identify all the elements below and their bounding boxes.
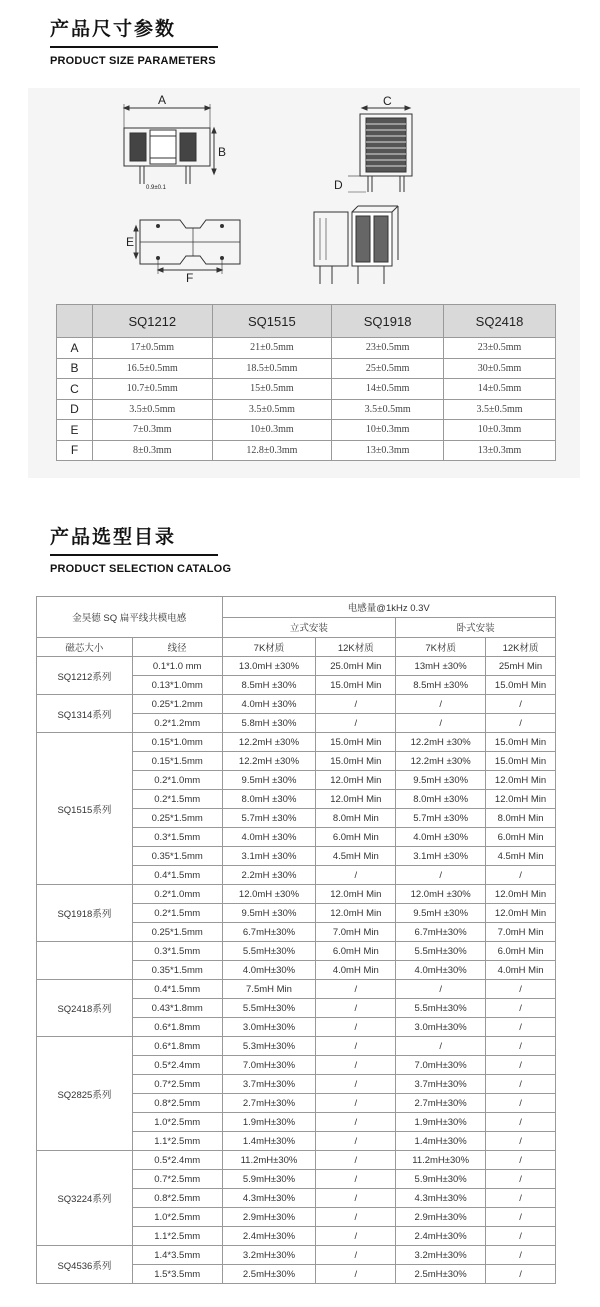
wire-size-cell: 0.2*1.5mm	[132, 790, 222, 809]
wire-size-cell: 0.3*1.5mm	[132, 942, 222, 961]
inductance-cell: 3.0mH±30%	[222, 1018, 316, 1037]
inductance-cell: 9.5mH ±30%	[222, 771, 316, 790]
label-f: F	[186, 271, 194, 285]
inductance-cell: 3.1mH ±30%	[222, 847, 316, 866]
inductance-cell: 3.7mH±30%	[396, 1075, 486, 1094]
inductance-cell: 7.0mH±30%	[222, 1056, 316, 1075]
series-name-cell	[37, 942, 133, 980]
material-12k-header: 12K材质	[316, 638, 396, 657]
size-section-title: 产品尺寸参数	[50, 18, 177, 40]
table-row	[57, 358, 556, 379]
row-label: B	[57, 358, 93, 379]
inductance-cell: /	[316, 1094, 396, 1113]
inductance-cell: 4.3mH±30%	[396, 1189, 486, 1208]
wire-size-cell: 0.13*1.0mm	[132, 676, 222, 695]
inductance-cell: 12.2mH ±30%	[396, 733, 486, 752]
inductance-cell: 15.0mH Min	[316, 752, 396, 771]
inductance-cell: 6.0mH Min	[316, 828, 396, 847]
table-row	[37, 1037, 556, 1056]
wire-size-cell: 0.43*1.8mm	[132, 999, 222, 1018]
bottom-view-drawing	[134, 220, 240, 274]
wire-size-cell: 0.6*1.8mm	[132, 1037, 222, 1056]
inductance-cell: 13mH ±30%	[396, 657, 486, 676]
inductance-cell: 8.0mH ±30%	[222, 790, 316, 809]
inductance-cell: 4.0mH Min	[486, 961, 556, 980]
inductance-cell: 3.2mH±30%	[396, 1246, 486, 1265]
inductance-cell: /	[486, 866, 556, 885]
table-row	[57, 420, 556, 441]
pin-note: 0.9±0.1	[146, 185, 166, 191]
table-cell: 16.5±0.5mm	[93, 358, 213, 379]
inductance-cell: /	[396, 866, 486, 885]
dimension-drawings	[0, 0, 600, 310]
table-row	[37, 1246, 556, 1265]
title-underline	[50, 554, 218, 556]
table-cell: 10.7±0.5mm	[93, 379, 213, 400]
inductance-cell: 13.0mH ±30%	[222, 657, 316, 676]
inductance-cell: 5.3mH±30%	[222, 1037, 316, 1056]
catalog-section-header	[50, 522, 231, 575]
inductance-cell: 1.9mH±30%	[222, 1113, 316, 1132]
core-size-header: 磁芯大小	[37, 638, 133, 657]
horizontal-mount-header: 卧式安装	[396, 617, 556, 638]
inductance-cell: /	[486, 1246, 556, 1265]
size-section-subtitle: PRODUCT SIZE PARAMETERS	[50, 55, 216, 67]
inductance-cell: /	[316, 1208, 396, 1227]
wire-size-cell: 0.15*1.5mm	[132, 752, 222, 771]
catalog-section-title: 产品选型目录	[50, 526, 177, 548]
inductance-cell: /	[486, 1227, 556, 1246]
inductance-cell: 12.0mH Min	[486, 904, 556, 923]
inductance-cell: 3.2mH±30%	[222, 1246, 316, 1265]
inductance-cell: 5.9mH±30%	[396, 1170, 486, 1189]
series-name-cell: SQ3224系列	[37, 1151, 133, 1246]
wire-size-cell: 0.7*2.5mm	[132, 1170, 222, 1189]
table-cell: 10±0.3mm	[212, 420, 332, 441]
inductance-cell: 12.2mH ±30%	[222, 733, 316, 752]
front-view-drawing	[124, 104, 216, 184]
inductance-cell: /	[316, 1132, 396, 1151]
inductance-cell: /	[316, 1265, 396, 1284]
inductance-cell: /	[316, 1170, 396, 1189]
inductance-cell: 12.2mH ±30%	[396, 752, 486, 771]
table-row	[37, 980, 556, 999]
inductance-cell: /	[316, 714, 396, 733]
inductance-cell: 4.0mH±30%	[396, 961, 486, 980]
inductance-cell: /	[486, 1151, 556, 1170]
corner-cell	[57, 305, 93, 338]
row-label: C	[57, 379, 93, 400]
wire-size-cell: 0.25*1.5mm	[132, 809, 222, 828]
inductance-cell: 2.9mH±30%	[222, 1208, 316, 1227]
inductance-cell: /	[316, 1037, 396, 1056]
inductance-cell: 3.0mH±30%	[396, 1018, 486, 1037]
inductance-cell: /	[316, 1246, 396, 1265]
inductance-cell: 5.5mH±30%	[222, 999, 316, 1018]
series-name-cell: SQ2418系列	[37, 980, 133, 1037]
wire-size-cell: 1.1*2.5mm	[132, 1227, 222, 1246]
series-name-cell: SQ1918系列	[37, 885, 133, 942]
wire-size-cell: 1.0*2.5mm	[132, 1208, 222, 1227]
label-a: A	[158, 93, 167, 107]
table-row	[37, 695, 556, 714]
label-e: E	[126, 235, 135, 249]
inductance-cell: 7.0mH Min	[486, 923, 556, 942]
series-name-cell: SQ1212系列	[37, 657, 133, 695]
inductance-cell: 4.0mH ±30%	[222, 828, 316, 847]
inductance-cell: 6.7mH±30%	[396, 923, 486, 942]
wire-size-cell: 0.35*1.5mm	[132, 847, 222, 866]
inductance-cell: /	[316, 1113, 396, 1132]
inductance-cell: 12.0mH ±30%	[222, 885, 316, 904]
inductance-cell: 1.4mH±30%	[396, 1132, 486, 1151]
table-cell: 3.5±0.5mm	[212, 399, 332, 420]
row-label: D	[57, 399, 93, 420]
inductance-cell: 4.0mH±30%	[222, 961, 316, 980]
table-cell: 12.8±0.3mm	[212, 440, 332, 461]
inductance-cell: /	[486, 999, 556, 1018]
inductance-cell: 5.9mH±30%	[222, 1170, 316, 1189]
inductance-cell: 6.0mH Min	[486, 942, 556, 961]
inductance-cell: 11.2mH±30%	[396, 1151, 486, 1170]
inductance-cell: /	[486, 1113, 556, 1132]
inductance-cell: 4.5mH Min	[486, 847, 556, 866]
table-cell: 3.5±0.5mm	[332, 399, 444, 420]
inductance-cell: /	[486, 1208, 556, 1227]
inductance-cell: 3.1mH ±30%	[396, 847, 486, 866]
inductance-cell: 2.4mH±30%	[222, 1227, 316, 1246]
header-cell: SQ2418	[444, 305, 556, 338]
inductance-cell: /	[396, 714, 486, 733]
inductance-cell: 9.5mH ±30%	[222, 904, 316, 923]
inductance-cell: /	[316, 980, 396, 999]
wire-size-cell: 1.0*2.5mm	[132, 1113, 222, 1132]
wire-size-cell: 0.2*1.2mm	[132, 714, 222, 733]
inductance-cell: 2.5mH±30%	[396, 1265, 486, 1284]
inductance-cell: 5.7mH ±30%	[222, 809, 316, 828]
material-7k-header: 7K材质	[222, 638, 316, 657]
inductance-cell: /	[486, 980, 556, 999]
inductance-cell: 6.0mH Min	[486, 828, 556, 847]
inductance-cell: 12.0mH Min	[486, 790, 556, 809]
inductance-cell: /	[486, 1037, 556, 1056]
inductance-cell: 1.9mH±30%	[396, 1113, 486, 1132]
header-cell: SQ1918	[332, 305, 444, 338]
table-cell: 10±0.3mm	[444, 420, 556, 441]
wire-size-cell: 0.3*1.5mm	[132, 828, 222, 847]
table-cell: 21±0.5mm	[212, 338, 332, 359]
row-label: A	[57, 338, 93, 359]
label-b: B	[218, 145, 227, 159]
wire-size-cell: 0.4*1.5mm	[132, 866, 222, 885]
inductance-cell: 5.7mH ±30%	[396, 809, 486, 828]
table-row	[37, 942, 556, 961]
table-cell: 3.5±0.5mm	[93, 399, 213, 420]
inductance-cell: 12.0mH Min	[486, 885, 556, 904]
inductance-cell: 12.0mH Min	[316, 885, 396, 904]
inductance-cell: 15.0mH Min	[316, 733, 396, 752]
vertical-mount-header: 立式安装	[222, 617, 396, 638]
inductance-cell: /	[316, 1227, 396, 1246]
material-7k-header: 7K材质	[396, 638, 486, 657]
inductance-cell: 8.0mH Min	[316, 809, 396, 828]
catalog-section-subtitle: PRODUCT SELECTION CATALOG	[50, 563, 232, 575]
inductance-cell: 9.5mH ±30%	[396, 904, 486, 923]
table-cell: 8±0.3mm	[93, 440, 213, 461]
dimensions-table	[56, 304, 556, 461]
inductance-cell: /	[486, 1132, 556, 1151]
table-row	[57, 440, 556, 461]
wire-size-cell: 1.5*3.5mm	[132, 1265, 222, 1284]
table-cell: 14±0.5mm	[444, 379, 556, 400]
inductance-cell: 7.0mH Min	[316, 923, 396, 942]
table-row	[57, 338, 556, 359]
inductance-cell: 2.5mH±30%	[222, 1265, 316, 1284]
inductance-cell: 7.0mH±30%	[396, 1056, 486, 1075]
inductance-cell: 5.5mH±30%	[396, 942, 486, 961]
inductance-cell: /	[316, 695, 396, 714]
wire-size-cell: 0.7*2.5mm	[132, 1075, 222, 1094]
inductance-cell: /	[316, 1018, 396, 1037]
inductance-cell: 12.0mH Min	[486, 771, 556, 790]
inductance-cell: 15.0mH Min	[316, 676, 396, 695]
wire-size-cell: 1.1*2.5mm	[132, 1132, 222, 1151]
inductance-cell: /	[486, 1018, 556, 1037]
table-cell: 15±0.5mm	[212, 379, 332, 400]
perspective-view-drawing	[314, 206, 398, 284]
material-12k-header: 12K材质	[486, 638, 556, 657]
inductance-cell: 11.2mH±30%	[222, 1151, 316, 1170]
inductance-cell: /	[396, 695, 486, 714]
inductance-cell: /	[486, 1075, 556, 1094]
inductance-cell: 12.0mH ±30%	[396, 885, 486, 904]
wire-size-cell: 0.15*1.0mm	[132, 733, 222, 752]
table-cell: 17±0.5mm	[93, 338, 213, 359]
inductance-cell: /	[486, 714, 556, 733]
inductance-cell: 4.5mH Min	[316, 847, 396, 866]
inductance-cell: 4.3mH±30%	[222, 1189, 316, 1208]
wire-size-cell: 0.8*2.5mm	[132, 1094, 222, 1113]
table-row	[57, 379, 556, 400]
inductance-cell: 8.0mH Min	[486, 809, 556, 828]
wire-size-cell: 0.1*1.0 mm	[132, 657, 222, 676]
inductance-cell: /	[396, 980, 486, 999]
table-cell: 10±0.3mm	[332, 420, 444, 441]
inductance-cell: 6.7mH±30%	[222, 923, 316, 942]
wire-size-cell: 0.5*2.4mm	[132, 1151, 222, 1170]
table-row	[37, 1151, 556, 1170]
wire-size-cell: 1.4*3.5mm	[132, 1246, 222, 1265]
catalog-header-row	[37, 638, 556, 657]
inductance-cell: 2.9mH±30%	[396, 1208, 486, 1227]
inductance-cell: /	[316, 1056, 396, 1075]
inductance-cell: 4.0mH ±30%	[222, 695, 316, 714]
wire-size-cell: 0.8*2.5mm	[132, 1189, 222, 1208]
wire-size-cell: 0.2*1.5mm	[132, 904, 222, 923]
inductance-cell: 4.0mH ±30%	[396, 828, 486, 847]
wire-size-cell: 0.2*1.0mm	[132, 885, 222, 904]
inductance-cell: 8.0mH ±30%	[396, 790, 486, 809]
side-view-drawing	[348, 106, 412, 192]
label-d: D	[334, 178, 343, 192]
table-cell: 14±0.5mm	[332, 379, 444, 400]
table-cell: 30±0.5mm	[444, 358, 556, 379]
wire-size-cell: 0.25*1.5mm	[132, 923, 222, 942]
wire-size-header: 线径	[132, 638, 222, 657]
inductance-cell: 3.7mH±30%	[222, 1075, 316, 1094]
table-header-row	[57, 305, 556, 338]
inductance-cell: 12.0mH Min	[316, 790, 396, 809]
inductance-cell: /	[486, 1265, 556, 1284]
inductance-cell: 2.7mH±30%	[222, 1094, 316, 1113]
inductance-cell: 2.4mH±30%	[396, 1227, 486, 1246]
inductance-cell: /	[316, 866, 396, 885]
table-cell: 7±0.3mm	[93, 420, 213, 441]
inductance-cell: 5.5mH±30%	[222, 942, 316, 961]
row-label: E	[57, 420, 93, 441]
inductance-cell: 25mH Min	[486, 657, 556, 676]
inductance-cell: /	[316, 1075, 396, 1094]
inductance-cell: 15.0mH Min	[486, 752, 556, 771]
inductance-cell: 12.0mH Min	[316, 904, 396, 923]
inductance-cell: /	[316, 999, 396, 1018]
inductance-cell: 12.2mH ±30%	[222, 752, 316, 771]
inductance-cell: 8.5mH ±30%	[396, 676, 486, 695]
table-cell: 23±0.5mm	[444, 338, 556, 359]
wire-size-cell: 0.4*1.5mm	[132, 980, 222, 999]
wire-size-cell: 0.2*1.0mm	[132, 771, 222, 790]
inductance-cell: 25.0mH Min	[316, 657, 396, 676]
inductance-cell: 5.5mH±30%	[396, 999, 486, 1018]
table-cell: 13±0.3mm	[444, 440, 556, 461]
inductance-cell: 15.0mH Min	[486, 733, 556, 752]
table-row	[37, 885, 556, 904]
header-cell: SQ1212	[93, 305, 213, 338]
header-cell: SQ1515	[212, 305, 332, 338]
series-name-cell: SQ4536系列	[37, 1246, 133, 1284]
inductance-cell: /	[486, 1189, 556, 1208]
inductance-cell: /	[486, 1170, 556, 1189]
inductance-cell: 5.8mH ±30%	[222, 714, 316, 733]
inductance-cell: /	[486, 1056, 556, 1075]
series-name-cell: SQ2825系列	[37, 1037, 133, 1151]
inductance-cell: /	[486, 1094, 556, 1113]
inductance-cell: 15.0mH Min	[486, 676, 556, 695]
catalog-header-row	[37, 597, 556, 618]
table-cell: 18.5±0.5mm	[212, 358, 332, 379]
table-cell: 13±0.3mm	[332, 440, 444, 461]
wire-size-cell: 0.6*1.8mm	[132, 1018, 222, 1037]
inductance-cell: /	[486, 695, 556, 714]
inductance-cell: 8.5mH ±30%	[222, 676, 316, 695]
table-cell: 23±0.5mm	[332, 338, 444, 359]
table-row	[37, 657, 556, 676]
series-name-cell: SQ1515系列	[37, 733, 133, 885]
table-row	[37, 733, 556, 752]
table-cell: 25±0.5mm	[332, 358, 444, 379]
inductance-cell: 7.5mH Min	[222, 980, 316, 999]
inductance-cell: 6.0mH Min	[316, 942, 396, 961]
inductance-cell: 9.5mH ±30%	[396, 771, 486, 790]
row-label: F	[57, 440, 93, 461]
table-cell: 3.5±0.5mm	[444, 399, 556, 420]
inductance-cell: /	[316, 1189, 396, 1208]
wire-size-cell: 0.5*2.4mm	[132, 1056, 222, 1075]
inductance-cell: /	[396, 1037, 486, 1056]
inductance-cell: /	[316, 1151, 396, 1170]
inductance-cell: 12.0mH Min	[316, 771, 396, 790]
inductance-cell: 4.0mH Min	[316, 961, 396, 980]
wire-size-cell: 0.25*1.2mm	[132, 695, 222, 714]
brand-cell: 金昊德 SQ 扁平线共模电感	[37, 597, 223, 638]
inductance-header: 电感量@1kHz 0.3V	[222, 597, 555, 618]
inductance-cell: 2.2mH ±30%	[222, 866, 316, 885]
inductance-cell: 2.7mH±30%	[396, 1094, 486, 1113]
series-name-cell: SQ1314系列	[37, 695, 133, 733]
catalog-table	[36, 596, 556, 1284]
wire-size-cell: 0.35*1.5mm	[132, 961, 222, 980]
label-c: C	[383, 94, 392, 108]
table-row	[57, 399, 556, 420]
inductance-cell: 1.4mH±30%	[222, 1132, 316, 1151]
